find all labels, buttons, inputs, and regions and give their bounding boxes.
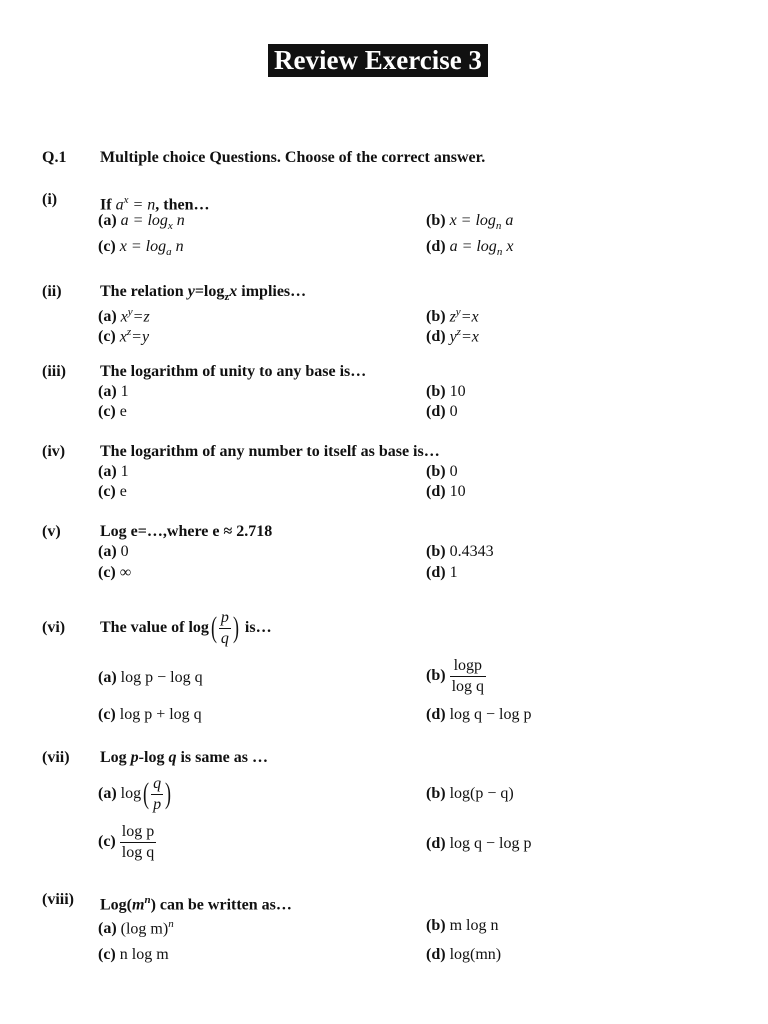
question-number-i: (i) bbox=[42, 191, 58, 208]
question-heading: Multiple choice Questions. Choose of the correct answer. bbox=[100, 149, 486, 166]
option-iv-a[interactable]: (a) 1 bbox=[98, 463, 129, 480]
option-vi-a[interactable]: (a) log p − log q bbox=[98, 669, 203, 686]
option-viii-a[interactable]: (a) (log m)$^n$ bbox=[98, 918, 174, 938]
option-i-a[interactable]: (a) $a = \log_x n$ bbox=[98, 212, 185, 233]
option-iii-d[interactable]: (d) 0 bbox=[426, 403, 458, 420]
question-stem-i: If $a^x = n$, then… bbox=[100, 194, 210, 214]
option-ii-a[interactable]: (a) $x^y=z$ bbox=[98, 306, 150, 326]
option-vii-d[interactable]: (d) log q − log p bbox=[426, 835, 532, 852]
option-iv-c[interactable]: (c) e bbox=[98, 483, 127, 500]
option-iii-a[interactable]: (a) 1 bbox=[98, 383, 129, 400]
option-iv-d[interactable]: (d) 10 bbox=[426, 483, 466, 500]
question-number-ii: (ii) bbox=[42, 283, 62, 300]
option-ii-c[interactable]: (c) $x^z=y$ bbox=[98, 326, 150, 346]
option-viii-c[interactable]: (c) n log m bbox=[98, 946, 169, 963]
question-number: Q.1 bbox=[42, 149, 67, 166]
option-vii-b[interactable]: (b) log(p − q) bbox=[426, 785, 514, 802]
question-stem-iii: The logarithm of unity to any base is… bbox=[100, 363, 367, 380]
option-v-b[interactable]: (b) 0.4343 bbox=[426, 543, 494, 560]
option-vi-b[interactable]: (b) $\frac{\log p}{\text{log q}}$ bbox=[426, 656, 485, 695]
option-vi-d[interactable]: (d) log q − log p bbox=[426, 706, 532, 723]
option-viii-d[interactable]: (d) log(mn) bbox=[426, 946, 502, 963]
option-v-c[interactable]: (c) ∞ bbox=[98, 564, 132, 581]
option-iii-c[interactable]: (c) e bbox=[98, 403, 127, 420]
option-viii-b[interactable]: (b) m log n bbox=[426, 917, 499, 934]
question-stem-ii: The relation $y=\log_zx$ implies… bbox=[100, 283, 307, 304]
question-stem-v: Log e=…,where e ≈ 2.718 bbox=[100, 523, 273, 540]
option-vii-a[interactable]: (a) log( $\frac{q}{p}$ ) bbox=[98, 774, 172, 813]
option-i-d[interactable]: (d) $a = \log_n x$ bbox=[426, 238, 514, 259]
question-number-vii: (vii) bbox=[42, 749, 70, 766]
question-number-iii: (iii) bbox=[42, 363, 66, 380]
question-stem-iv: The logarithm of any number to itself as base is… bbox=[100, 443, 440, 460]
page-title: Review Exercise 3 bbox=[268, 44, 488, 77]
option-ii-b[interactable]: (b) $z^y=x$ bbox=[426, 306, 479, 326]
question-stem-viii: $Log(m^n)$ can be written as… bbox=[100, 894, 292, 914]
question-number-v: (v) bbox=[42, 523, 61, 540]
question-number-vi: (vi) bbox=[42, 619, 66, 636]
question-number-viii: (viii) bbox=[42, 891, 74, 908]
option-i-c[interactable]: (c) $x = \log_a n$ bbox=[98, 238, 184, 259]
option-v-a[interactable]: (a) 0 bbox=[98, 543, 129, 560]
option-iii-b[interactable]: (b) 10 bbox=[426, 383, 466, 400]
option-vii-c[interactable]: (c) $\frac{\text{log p}}{\text{log q}}$ bbox=[98, 822, 155, 861]
question-stem-vi: The value of log( $\frac{p}{q}$ ) is… bbox=[100, 608, 272, 647]
option-ii-d[interactable]: (d) $y^z=x$ bbox=[426, 326, 479, 346]
option-i-b[interactable]: (b) $x = \log_n a$ bbox=[426, 212, 514, 233]
question-stem-vii: Log p-log q is same as … bbox=[100, 749, 269, 766]
question-number-iv: (iv) bbox=[42, 443, 66, 460]
option-iv-b[interactable]: (b) 0 bbox=[426, 463, 458, 480]
option-vi-c[interactable]: (c) log p + log q bbox=[98, 706, 202, 723]
option-v-d[interactable]: (d) 1 bbox=[426, 564, 458, 581]
